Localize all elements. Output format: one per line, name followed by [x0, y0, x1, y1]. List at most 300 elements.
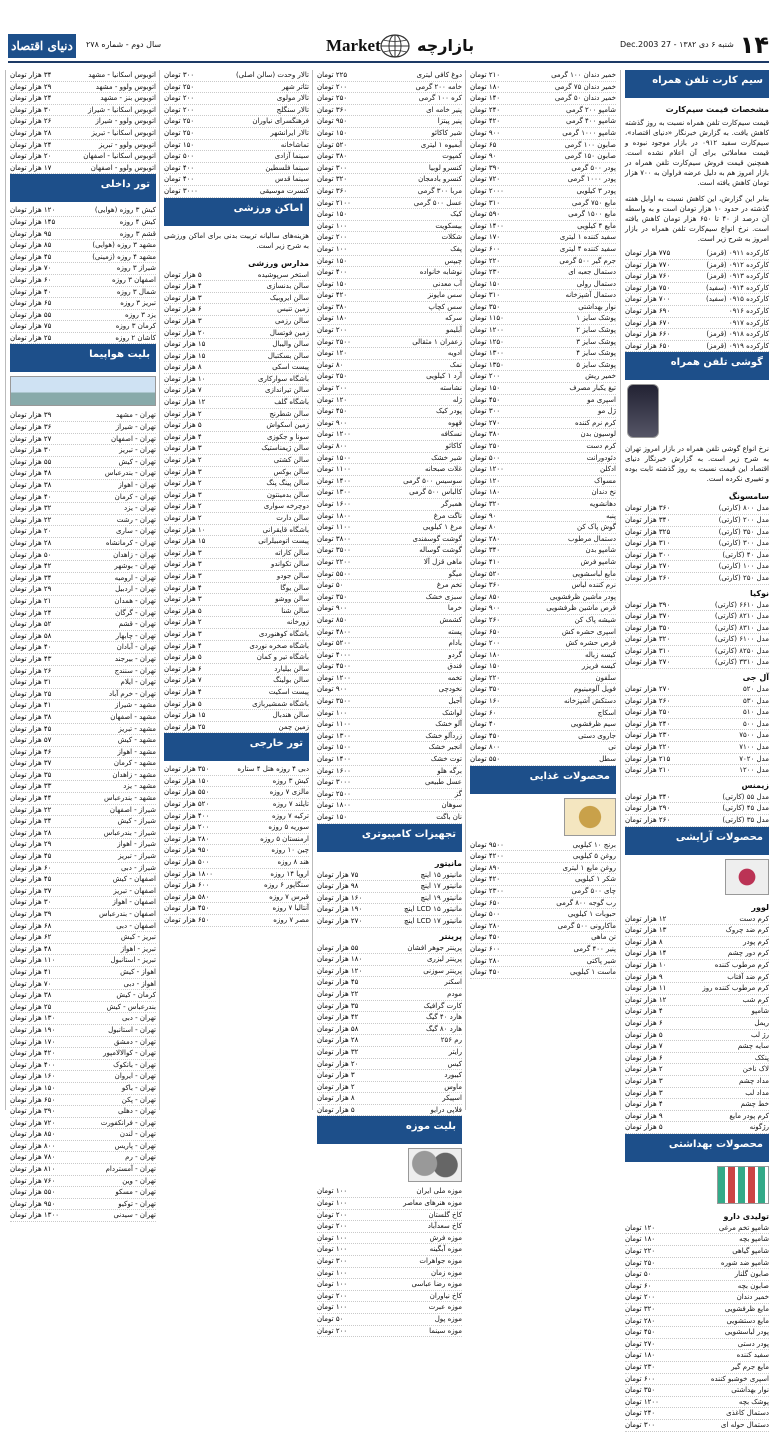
- item-name: پنیر خامه ای: [426, 105, 462, 114]
- item-name: تیغ یکبار مصرف: [569, 384, 616, 393]
- price-row: [470, 302, 616, 314]
- price-row: [625, 657, 769, 669]
- item-name: مدل ۸۲۱۰ (کارتی): [714, 612, 769, 621]
- price-row: [317, 464, 462, 476]
- item-price: ۴۲۰ تومان: [470, 117, 501, 126]
- price-row: [10, 468, 156, 480]
- item-name: تخمه: [447, 673, 462, 682]
- item-price: ۱۸۰ هزار تومان: [317, 955, 363, 964]
- item-name: سفید کننده: [736, 1351, 769, 1360]
- price-row: [625, 600, 769, 612]
- item-price: ۵۰۰ تومان: [470, 453, 501, 462]
- item-price: ۱۰۰ تومان: [317, 1303, 348, 1312]
- item-price: ۱۵ هزار تومان: [164, 711, 206, 720]
- item-price: ۱۴۰۰ تومان: [317, 476, 351, 485]
- item-price: ۵ هزار تومان: [164, 699, 202, 708]
- item-price: ۲۳۰۰ تومان: [470, 887, 504, 895]
- item-price: ۳۰۰ هزار تومان: [625, 550, 671, 559]
- item-price: ۷ هزار تومان: [625, 1042, 663, 1051]
- item-price: ۵۸ هزار تومان: [317, 1024, 359, 1033]
- price-row: [470, 82, 616, 94]
- item-price: ۲۴۰ تومان: [625, 1409, 656, 1418]
- price-row: [317, 545, 462, 557]
- price-row: [470, 406, 616, 418]
- item-name: مدل ۵۲۰: [742, 685, 769, 694]
- item-price: ۹۵۰ تومان: [317, 117, 348, 126]
- item-price: ۵۵۰۰ تومان: [317, 569, 351, 578]
- item-price: ۱۸۰ تومان: [625, 1235, 656, 1244]
- item-price: ۲۹ هزار تومان: [10, 82, 52, 91]
- item-name: پنکک: [754, 1053, 769, 1062]
- price-row: [164, 787, 309, 799]
- item-name: فلاپی درایو: [430, 1105, 462, 1114]
- price-row: [625, 248, 769, 260]
- price-list: [317, 870, 462, 928]
- price-row: [10, 321, 156, 333]
- item-name: سفید کننده ۱ لیتری: [559, 233, 616, 242]
- item-name: مایع ظرفشویی: [724, 1305, 769, 1314]
- price-row: [317, 1291, 462, 1303]
- price-row: [470, 128, 616, 140]
- item-name: تهران - لندن: [119, 1130, 156, 1139]
- price-row: [625, 1269, 769, 1281]
- item-price: ۱۳۵۰ تومان: [470, 360, 504, 369]
- price-row: [164, 880, 309, 892]
- price-row: [470, 534, 616, 546]
- item-price: ۲۰۰۰ تومان: [470, 186, 504, 195]
- price-row: [625, 634, 769, 646]
- price-row: [10, 1210, 156, 1222]
- price-row: [164, 606, 309, 618]
- price-row: [164, 583, 309, 595]
- item-name: سلفون: [595, 673, 616, 682]
- price-row: [164, 675, 309, 687]
- price-row: [625, 995, 769, 1007]
- item-name: خمیر دندان ۱۰۰ گرمی: [551, 71, 616, 79]
- section-heading: محصولات غذایی: [470, 766, 616, 794]
- price-row: [470, 348, 616, 360]
- item-price: ۴۰۰۰ تومان: [317, 650, 351, 659]
- item-name: تهران - کیش: [118, 457, 156, 466]
- price-row: [625, 754, 769, 766]
- price-row: [470, 429, 616, 441]
- item-name: مدل ۴۵ (کارتی): [722, 804, 769, 813]
- item-price: ۱۵۰ تومان: [470, 662, 501, 671]
- item-price: ۷۵ هزار تومان: [10, 322, 52, 331]
- item-price: ۴۰۰ هزار تومان: [10, 1060, 56, 1069]
- item-price: ۳۲۰ تومان: [625, 1305, 656, 1314]
- price-row: [625, 646, 769, 658]
- price-row: [317, 1198, 462, 1210]
- item-name: سالن کشتی: [273, 456, 309, 465]
- item-price: ۲۴۰ هزار تومان: [625, 719, 671, 728]
- item-price: ۷۵۰ هزار تومان: [625, 283, 671, 292]
- item-price: ۱۲ هزار تومان: [625, 914, 667, 923]
- price-row: [10, 839, 156, 851]
- item-price: ۳۶۰ تومان: [317, 186, 348, 195]
- price-row: [470, 708, 616, 720]
- item-price: ۲۶۰ هزار تومان: [625, 816, 671, 824]
- price-row: [470, 898, 616, 910]
- price-list: [164, 270, 309, 734]
- price-row: [10, 1048, 156, 1060]
- subheading: تولیدی دارو: [723, 1211, 769, 1221]
- price-row: [625, 1385, 769, 1397]
- price-row: [470, 638, 616, 650]
- price-row: [10, 1060, 156, 1072]
- price-row: [10, 828, 156, 840]
- item-name: کنسرت موسیقی: [259, 186, 309, 195]
- price-row: [164, 811, 309, 823]
- item-price: ۴۵۰ هزار تومان: [164, 904, 210, 913]
- price-row: [625, 684, 769, 696]
- item-name: برنج ۱۰ کیلویی: [572, 840, 616, 849]
- item-price: ۸۰۰ تومان: [317, 442, 348, 450]
- item-price: ۲۶۰ هزار تومان: [625, 696, 671, 705]
- item-price: ۱۱۰ هزار تومان: [10, 956, 56, 965]
- item-name: آبلیمو: [446, 326, 462, 335]
- item-price: ۱۱۰۰ تومان: [317, 523, 351, 532]
- item-name: زورخانه: [286, 618, 309, 627]
- item-price: ۶ هزار تومان: [625, 1018, 663, 1027]
- price-list: [625, 684, 769, 777]
- item-name: کنسرو لوبیا: [428, 163, 462, 172]
- item-name: اسپری خوشبو کننده: [710, 1374, 769, 1383]
- item-price: ۵۸ هزار تومان: [10, 631, 52, 640]
- price-row: [625, 803, 769, 815]
- price-row: [470, 719, 616, 731]
- price-row: [10, 758, 156, 770]
- item-name: سالن کاراته: [274, 548, 309, 557]
- item-price: ۵۰ تومان: [317, 1315, 344, 1323]
- item-price: ۴۵ هزار تومان: [10, 852, 52, 861]
- item-price: ۴۰ تومان: [470, 720, 497, 729]
- price-row: [317, 966, 462, 978]
- price-row: [164, 140, 309, 152]
- item-name: مانیتور LCD ۱۷ اینچ: [404, 916, 462, 925]
- price-row: [470, 453, 616, 465]
- item-price: ۲۵۰۰ تومان: [317, 337, 351, 346]
- item-name: نمک: [449, 360, 462, 369]
- price-row: [10, 151, 156, 163]
- item-name: مدل ۵۵ (کارتی): [722, 792, 769, 801]
- price-row: [470, 383, 616, 395]
- item-name: سوسیس ۵۰۰ گرمی: [403, 476, 462, 485]
- price-row: [10, 781, 156, 793]
- item-price: ۴۵ هزار تومان: [317, 978, 359, 987]
- item-price: ۷۰۰ هزار تومان: [625, 295, 671, 304]
- item-price: ۷ هزار تومان: [164, 676, 202, 685]
- item-name: ماهی قزل آلا: [423, 557, 462, 566]
- item-price: ۱۵۰ تومان: [470, 384, 501, 393]
- item-name: مدل ۵۱۰: [742, 708, 769, 717]
- price-row: [164, 385, 309, 397]
- item-price: ۶۹۰ هزار تومان: [625, 306, 671, 315]
- item-price: ۱۷ هزار تومان: [10, 163, 52, 172]
- item-name: رایتر: [448, 1047, 462, 1056]
- price-row: [625, 515, 769, 527]
- item-price: ۲۶۰ هزار تومان: [625, 573, 671, 582]
- item-price: ۲۵۰ هزار تومان: [625, 708, 671, 717]
- item-price: ۲۵۰ تومان: [164, 82, 195, 91]
- item-name: فندق: [447, 662, 462, 671]
- item-name: زمین اسکواش: [266, 421, 309, 430]
- item-name: اتوبوس بنز - مشهد: [100, 94, 156, 103]
- item-price: ۸۱۰ هزار تومان: [10, 1165, 56, 1174]
- item-name: دبی ۴ روزه هتل ۴ ستاره: [237, 765, 309, 774]
- item-price: ۲۱۰ تومان: [470, 71, 501, 79]
- item-price: ۳۳ هزار تومان: [10, 782, 52, 791]
- item-name: دستمال رولی: [576, 279, 616, 288]
- item-price: ۱۲۰۰ تومان: [317, 430, 351, 439]
- item-price: ۹۵۰ هزار تومان: [164, 846, 210, 855]
- item-price: ۴۱ هزار تومان: [10, 967, 52, 976]
- price-row: [164, 834, 309, 846]
- item-price: ۵۷ هزار تومان: [10, 736, 52, 745]
- item-name: اسکاچ: [597, 708, 616, 717]
- item-price: ۲۱۵ هزار تومان: [625, 754, 671, 763]
- item-price: ۳ هزار تومان: [164, 293, 202, 302]
- item-name: هارد ۸۰ گیگ: [425, 1024, 462, 1033]
- item-price: ۵ هزار تومان: [625, 1030, 663, 1039]
- item-name: سالن شنا: [281, 606, 309, 615]
- item-name: گوشت گوسفندی: [412, 534, 462, 543]
- price-row: [317, 742, 462, 754]
- price-row: [164, 328, 309, 340]
- item-price: ۸۰ تومان: [317, 360, 344, 369]
- item-name: تهران - اهواز: [118, 481, 156, 490]
- price-row: [164, 845, 309, 857]
- item-name: سالن یوگا: [280, 583, 309, 592]
- item-name: گردو: [448, 650, 462, 659]
- item-price: ۳۸ هزار تومان: [10, 481, 52, 490]
- item-name: تهران - ساری: [116, 527, 156, 536]
- price-row: [625, 260, 769, 272]
- item-name: غلات صبحانه: [424, 465, 462, 474]
- item-price: ۳ هزار تومان: [164, 595, 202, 604]
- item-name: سفید کننده ۴ لیتری: [559, 244, 616, 253]
- price-list: [625, 248, 769, 352]
- item-price: ۱۲ هزار تومان: [625, 995, 667, 1004]
- item-price: ۲۳۰ هزار تومان: [625, 731, 671, 740]
- price-row: [10, 1071, 156, 1083]
- price-row: [317, 893, 462, 905]
- item-price: ۱۳ هزار تومان: [625, 926, 667, 935]
- price-row: [317, 1001, 462, 1013]
- item-name: شکر ۱ کیلویی: [575, 875, 616, 884]
- item-name: میگو: [448, 569, 462, 578]
- item-name: سوهان: [441, 801, 462, 810]
- item-name: نوار بهداشتی: [578, 302, 616, 311]
- item-price: ۶۶۰ هزار تومان: [625, 330, 671, 339]
- item-name: همبرگر: [441, 499, 462, 508]
- item-name: موزه فرش: [429, 1233, 462, 1242]
- price-row: [164, 116, 309, 128]
- price-row: [470, 360, 616, 372]
- item-price: ۲۶ هزار تومان: [10, 117, 52, 126]
- price-row: [317, 1024, 462, 1036]
- item-name: باشگاه سوارکاری: [258, 374, 309, 383]
- price-row: [470, 186, 616, 198]
- item-price: ۲ هزار تومان: [164, 618, 202, 627]
- item-price: ۵۵۰ هزار تومان: [164, 788, 210, 797]
- price-list: [10, 205, 156, 344]
- price-row: [10, 298, 156, 310]
- item-price: ۴۵۰ تومان: [470, 731, 501, 740]
- item-name: کرم نرم کننده: [574, 418, 616, 427]
- price-row: [10, 874, 156, 886]
- item-name: شیر کاکائو: [431, 128, 462, 137]
- price-list: [470, 840, 616, 979]
- item-name: کمپوت: [442, 152, 462, 161]
- item-name: کرم دست: [586, 442, 616, 450]
- subheading: مانیتور: [434, 858, 462, 868]
- price-row: [317, 1326, 462, 1338]
- item-name: موزه جواهرات: [419, 1257, 462, 1266]
- price-row: [625, 538, 769, 550]
- item-name: موزه رضا عباسی: [411, 1280, 462, 1289]
- item-price: ۱۰ هزار تومان: [164, 374, 206, 383]
- item-name: تبریز - استانبول: [110, 956, 156, 965]
- item-price: ۲۰۰ تومان: [470, 639, 501, 648]
- item-price: ۱۳۰۰ تومان: [470, 349, 504, 358]
- item-name: سالن جودو: [276, 571, 309, 580]
- item-name: کرمان - کیش: [116, 991, 156, 1000]
- price-row: [164, 699, 309, 711]
- price-row: [10, 1002, 156, 1014]
- item-price: ۲۰۰ تومان: [164, 105, 195, 114]
- item-price: ۳ هزار تومان: [164, 548, 202, 557]
- item-price: ۴۲۰ تومان: [470, 875, 501, 884]
- item-price: ۴۲ هزار تومان: [10, 562, 52, 571]
- item-price: ۲۱۰ هزار تومان: [625, 766, 671, 775]
- item-name: سالن بدمینتون: [266, 490, 309, 499]
- price-row: [317, 418, 462, 430]
- item-price: ۳ هزار تومان: [164, 571, 202, 580]
- item-name: لوسیون بدن: [580, 430, 616, 439]
- item-price: ۴۰ هزار تومان: [10, 643, 52, 652]
- price-row: [317, 580, 462, 592]
- item-name: باشگاه کوهنوردی: [258, 629, 309, 638]
- item-name: تهران - استانبول: [108, 1025, 156, 1034]
- item-price: ۱۹۰ هزار تومان: [317, 905, 363, 914]
- price-row: [317, 1035, 462, 1047]
- item-name: کارکرده ۰۹۱۲ (قرمز): [706, 260, 769, 269]
- price-row: [317, 1093, 462, 1105]
- item-price: ۱۱۰۰ تومان: [317, 465, 351, 474]
- item-name: آرد ۱ کیلویی: [426, 372, 462, 381]
- item-price: ۲ هزار تومان: [164, 409, 202, 418]
- item-price: ۷۰ هزار تومان: [10, 979, 52, 988]
- item-price: ۳۲۰ هزار تومان: [625, 635, 671, 644]
- item-price: ۳۱ هزار تومان: [10, 678, 52, 687]
- item-price: ۲۲۰ هزار تومان: [625, 743, 671, 752]
- price-row: [625, 765, 769, 777]
- item-name: پودر ۱۰۰۰ گرمی: [567, 175, 616, 184]
- price-row: [625, 1350, 769, 1362]
- price-row: [625, 1053, 769, 1065]
- item-name: خامه ۲۰۰ گرمی: [415, 82, 462, 91]
- price-row: [625, 1408, 769, 1420]
- item-name: کیش ۳ روزه (هوایی): [94, 206, 156, 215]
- item-name: نرم کننده لباس: [571, 581, 616, 590]
- item-name: مالزی ۷ روزه: [269, 788, 309, 797]
- item-name: سالن پینگ پنگ: [266, 479, 309, 488]
- price-row: [317, 1082, 462, 1094]
- item-price: ۹۰۰ تومان: [317, 685, 348, 694]
- item-price: ۲۰۰ تومان: [317, 1222, 348, 1231]
- price-row: [625, 707, 769, 719]
- item-price: ۳۵۰ هزار تومان: [164, 765, 210, 774]
- item-price: ۸۰۰ تومان: [470, 743, 501, 752]
- price-row: [470, 569, 616, 581]
- item-price: ۹۵۰ هزار تومان: [10, 1199, 56, 1208]
- price-row: [317, 511, 462, 523]
- item-price: ۸۰ تومان: [470, 523, 497, 532]
- item-name: نخودچی: [438, 685, 462, 694]
- price-row: [625, 573, 769, 585]
- item-price: ۴۵ هزار تومان: [10, 252, 52, 261]
- price-row: [317, 70, 462, 82]
- item-name: کارکرده ۰۹۱۴ (سفید): [706, 283, 769, 292]
- price-row: [317, 557, 462, 569]
- price-row: [164, 443, 309, 455]
- item-price: ۴۴ هزار تومان: [10, 794, 52, 803]
- price-row: [470, 105, 616, 117]
- item-price: ۲۱۰۰ تومان: [317, 198, 351, 207]
- price-row: [10, 480, 156, 492]
- item-price: ۳۰۰ تومان: [317, 163, 348, 172]
- item-price: ۲۲۰ تومان: [625, 1247, 656, 1256]
- item-name: پرینتر جوهر افشان: [407, 943, 462, 952]
- item-price: ۲۵۰ تومان: [317, 372, 348, 381]
- item-name: سالن والیبال: [272, 340, 309, 349]
- price-row: [317, 1186, 462, 1198]
- item-name: دهانشویه: [589, 499, 616, 508]
- item-price: ۳۰۰۰ تومان: [317, 778, 351, 787]
- item-name: اصفهان - تبریز: [113, 886, 156, 895]
- item-price: ۵۰۰ هزار تومان: [164, 858, 210, 867]
- item-price: ۳۰ هزار تومان: [10, 105, 52, 114]
- item-name: باشگاه گلف: [274, 398, 309, 407]
- item-price: ۳۸ هزار تومان: [10, 712, 52, 721]
- price-row: [10, 445, 156, 457]
- item-price: ۴۵۰ تومان: [625, 1328, 656, 1337]
- item-price: ۱۴۰۰ تومان: [470, 221, 504, 230]
- item-name: شیراز - بندرعباس: [103, 828, 156, 837]
- price-row: [10, 724, 156, 736]
- item-name: انجیر خشک: [428, 743, 462, 752]
- item-price: ۱۵۰۰ تومان: [317, 743, 351, 752]
- subheading: آل جی: [742, 673, 769, 683]
- price-list: [625, 914, 769, 1134]
- item-price: ۴۵۰ تومان: [470, 968, 501, 977]
- price-row: [317, 881, 462, 893]
- item-name: موزه هنرهای معاصر: [403, 1199, 462, 1208]
- item-name: شیشه پاک کن: [574, 615, 616, 624]
- item-price: ۳۶۰ هزار تومان: [625, 504, 671, 513]
- item-name: اسپیکر: [442, 1094, 462, 1103]
- item-name: تهران - همدان: [114, 596, 156, 605]
- item-name: اصفهان - دبی: [116, 921, 156, 930]
- item-name: اتوبوس ولوو - اصفهان: [90, 163, 156, 172]
- item-price: ۲۰۰ تومان: [317, 82, 348, 91]
- price-row: [470, 886, 616, 898]
- item-price: ۳۵۰۰ تومان: [317, 546, 351, 555]
- item-price: ۱۵ هزار تومان: [164, 351, 206, 360]
- item-price: ۶۵۰ هزار تومان: [10, 1095, 56, 1104]
- item-name: تهران - سنندج: [114, 666, 156, 675]
